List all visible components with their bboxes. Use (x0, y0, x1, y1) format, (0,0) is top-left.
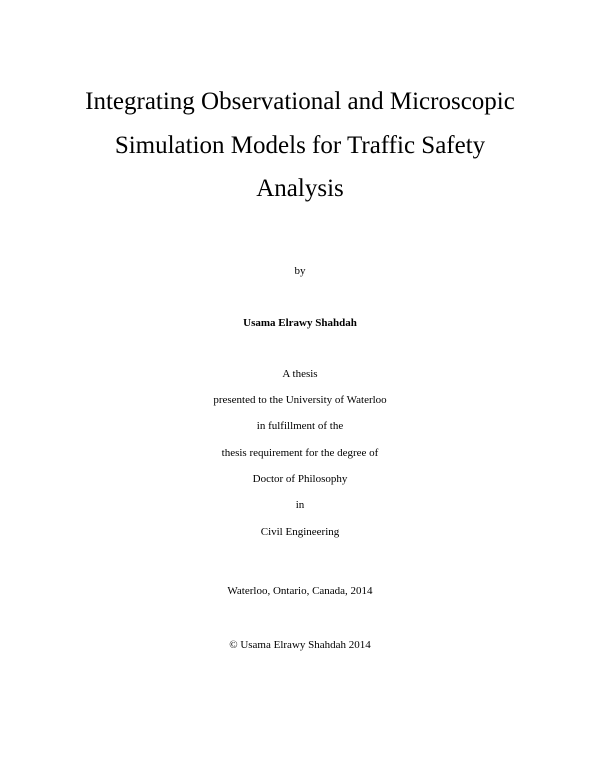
degree-name: Doctor of Philosophy (252, 473, 348, 485)
thesis-line-4: thesis requirement for the degree of (221, 447, 379, 459)
discipline-name: Civil Engineering (260, 526, 340, 538)
thesis-line-3: in fulfillment of the (256, 420, 344, 432)
by-label: by (294, 265, 306, 277)
title-line-2: Simulation Models for Traffic Safety (114, 132, 486, 159)
thesis-line-2: presented to the University of Waterloo (213, 394, 387, 406)
thesis-line-in: in (295, 499, 305, 511)
title-line-1: Integrating Observational and Microscopic (85, 88, 515, 115)
author-name: Usama Elrawy Shahdah (243, 317, 357, 329)
thesis-line-1: A thesis (282, 368, 318, 380)
place-year: Waterloo, Ontario, Canada, 2014 (227, 585, 373, 597)
copyright-notice: © Usama Elrawy Shahdah 2014 (229, 639, 371, 651)
title-line-3: Analysis (256, 175, 344, 202)
